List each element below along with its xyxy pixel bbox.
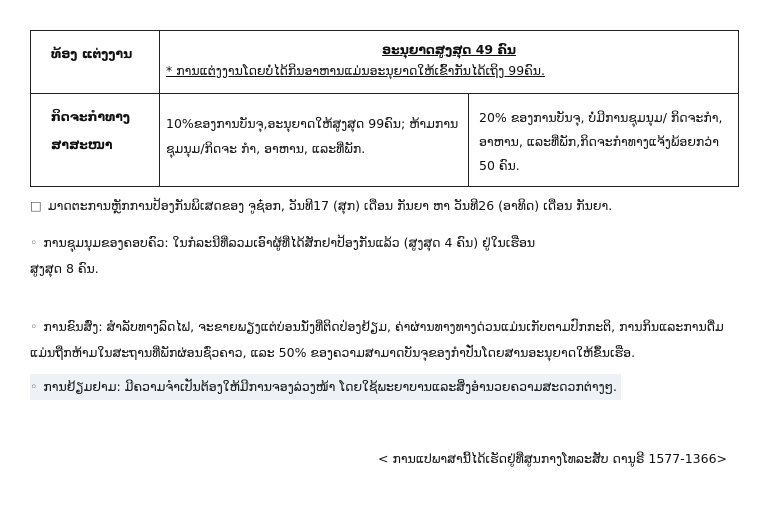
wedding-limit-title: ອະນຸຍາດສູງສຸດ 49 ຄົນ (382, 42, 516, 57)
table-row-wedding (31, 31, 739, 94)
paragraph-family-gathering (30, 230, 535, 282)
family-gathering-line2: ສູງສຸດ 8 ຄົນ. (30, 261, 99, 276)
special-measures-text: ມາດຕະການຫຼັກການປ້ອງກັນພິເສດຂອງ ຈູຊ໋ອກ, ວັນທີ17 (ສຸກ) ເດືອນ ກັນຍາ ຫາ ວັນທີ26 (ອາທິດ) ເດືອນ ກັນຍາ. (47, 198, 613, 213)
wedding-note: * ການແຕ່ງງານໂດຍບໍ່ໄດ້ກິນອາຫານແມ່ນອະນຸຍາດໃຫ້ເຂົ້າກັນໄດ້ເຖິງ 99ຄົນ. (166, 63, 545, 78)
transport-line2: ແມ່ນຖືກຫ້າມໃນສະຖານທີ່ພັກຜ່ອນຊົ່ວຄາວ, ແລະ 50% ຂອງຄວາມສາມາດບັນຈຸຂອງກໍາປັ່ນໂດຍສານອະນຸຍາດໃຫ້ຂຶ້ນເຮືອ. (30, 345, 636, 360)
religious-rule-left: 10%ຂອງການບັນຈຸ,ອະນຸຍາດໃຫ້ສູງສຸດ 99ຄົນ; ຫ້າມການຊຸມນຸມ/ກິດຈະ ກໍາ, ອາຫານ, ແລະທີ່ພັກ. (160, 94, 469, 187)
policy-table (30, 30, 739, 187)
family-gathering-line1: ການຊຸມນຸມຂອງຄອບຄົວ: ໃນກໍລະນີທີ່ລວມເອົາຜູ້ທີ່ໄດ້ສັກຢາປ້ອງກັນແລ້ວ (ສູງສຸດ 4 ຄົນ) ຢູ່ໃນເຮືອນ (43, 235, 536, 250)
row-label-religious: ກິດຈະກໍາທາງສາສະໜາ (31, 94, 160, 187)
table-row-religious (31, 94, 739, 187)
translation-source-note: < ການແປພາສານີ້ໄດ້ເຮັດຢູ່ທີ່ສູນກາງໂທລະສັບ ດານູຣີ 1577-1366> (378, 451, 727, 466)
row-label-wedding: ທ້ອງ ແຕ່ງງານ (31, 31, 160, 94)
paragraph-visiting (30, 374, 621, 400)
religious-rule-right: 20% ຂອງການບັນຈຸ, ບໍ່ມີການຊຸມນຸມ/ ກິດຈະກໍາ, ອາຫານ, ແລະທີ່ພັກ,ກິດຈະກໍາທາງແຈ້ງພ້ອຍກວ່າ 50 ຄົນ. (469, 94, 739, 187)
wedding-rule-cell (160, 31, 739, 94)
paragraph-transport (30, 314, 724, 366)
visiting-text: ການຢ້ຽມຢາມ: ມີຄວາມຈໍາເປັນຕ້ອງໃຫ້ມີການຈອງລ່ວງໜ້າ ໂດຍໃຊ້ພະຍາບານແລະສິ່ງອໍານວຍຄວາມສະດວກຕ່າງໆ. (43, 379, 618, 394)
checkbox-bullet-icon: □ (30, 198, 42, 213)
bullet-icon: ◦ (30, 319, 38, 334)
transport-line1: ການຂົນສົ່ງ: ສໍາລັບທາງລົດໄຟ, ຈະຂາຍພຽງແຕ່ບ່ອນນັ່ງທີ່ຕິດປ່ອງຢ້ຽມ, ຄ່າຜ່ານທາງທາງດ່ວນແມ່ນເກັບຕາມປົກກະຕິ, ການກິນແລະການດື່ມ (43, 319, 724, 334)
bullet-icon: ◦ (30, 379, 38, 394)
paragraph-special-measures (30, 193, 612, 219)
bullet-icon: ◦ (30, 235, 38, 250)
